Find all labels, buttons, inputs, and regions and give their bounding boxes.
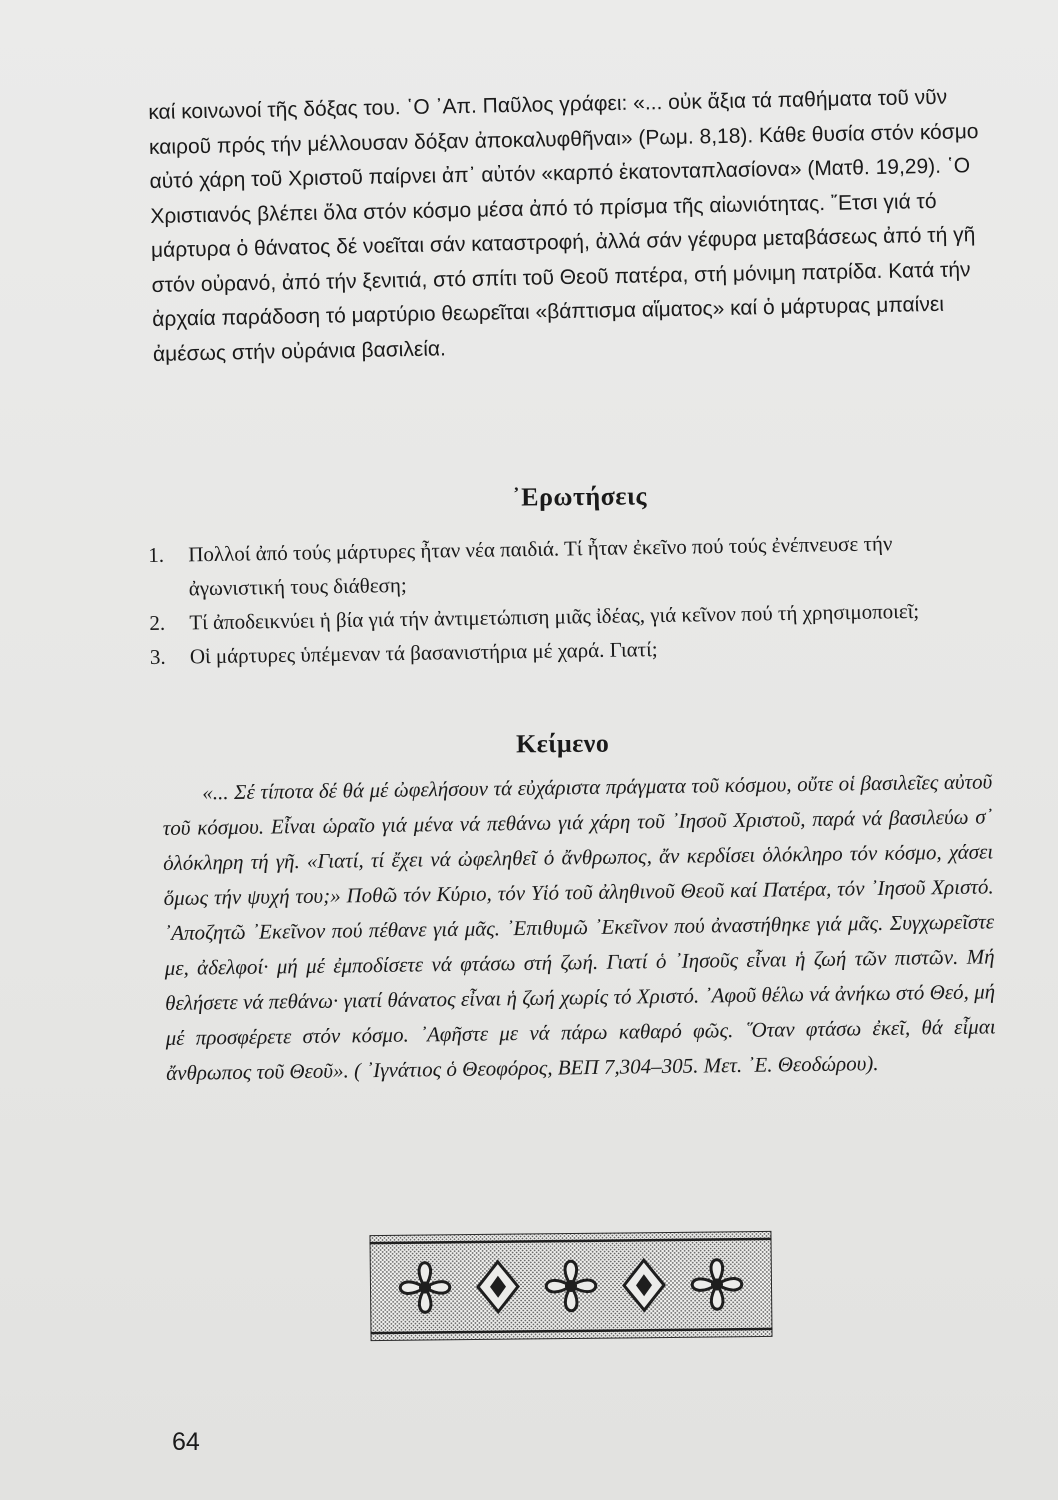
questions-list — [148, 525, 982, 674]
question-number: 1. — [148, 542, 165, 567]
question-item — [148, 525, 981, 606]
question-text: Τί ἀποδεικνύει ἡ βία γιά τήν ἀντιμετώπιση μιᾶς ἰδέας, γιά κεῖνον πού τή χρησιμοποιεῖ; — [189, 598, 920, 635]
floral-border-ornament-icon — [369, 1231, 772, 1341]
questions-heading: ᾿Ερωτήσεις — [511, 481, 648, 512]
quoted-text — [162, 764, 996, 1091]
question-number: 2. — [149, 610, 166, 635]
intro-section — [148, 80, 983, 372]
question-text: Πολλοί ἀπό τούς μάρτυρες ἦταν νέα παιδιά. Τί ἦταν ἐκεῖνο πού τούς ἐνέπνευσε τήν ἀγωνιστική τους διάθεση; — [188, 531, 893, 601]
quoted-paragraph: «... Σέ τίποτα δέ θά μέ ὠφελήσουν τά εὐχάριστα πράγματα τοῦ κόσμου, οὔτε οἱ βασιλεῖες αὐτοῦ τοῦ κόσμου. Εἶναι ὡραῖο γιά μένα νά πεθάνω γιά χάρη τοῦ ᾿Ιησοῦ Χριστοῦ, παρά νά βασιλεύω σ᾿ ὁλόκληρη τή γῆ. «Γιατί, τί ἔχει νά ὠφεληθεῖ ὁ ἄνθρωπος, ἄν κερδίσει ὁλόκληρο τόν κόσμο, χάσει ὅμως τήν ψυχή του;» Ποθῶ τόν Κύριο, τόν Υἱό τοῦ ἀληθινοῦ Θεοῦ καί Πατέρα, τόν ᾿Ιησοῦ Χριστό. ᾿Αποζητῶ ᾿Εκεῖνον πού πέθανε γιά μᾶς. ᾿Επιθυμῶ ᾿Εκεῖνον πού ἀναστήθηκε γιά μᾶς. Συγχωρεῖστε με, ἀδελφοί· μή μέ ἐμποδίσετε νά φτάσω στή ζωή. Γιατί ὁ ᾿Ιησοῦς εἶναι ἡ ζωή τῶν πιστῶν. Μή θελήσετε νά πεθάνω· γιατί θάνατος εἶναι ἡ ζωή χωρίς τό Χριστό. ᾿Αφοῦ θέλω νά ἀνήκω στό Θεό, μή μέ προσφέρετε στόν κόσμο. ᾿Αφῆστε με νά πάρω καθαρό φῶς. ῞Οταν φτάσω ἐκεῖ, θά εἶμαι ἄνθρωπος τοῦ Θεοῦ». ( ᾿Ιγνάτιος ὁ Θεοφόρος, ΒΕΠ 7,304–305. Μετ. ᾿Ε. Θεοδώρου). — [162, 769, 996, 1085]
page-number: 64 — [172, 1428, 200, 1456]
text-heading: Κείμενο — [515, 728, 610, 759]
intro-paragraph: καί κοινωνοί τῆς δόξας του. ῾Ο ᾿Απ. Παῦλος γράφει: «... οὐκ ἄξια τά παθήματα τοῦ νῦν καιροῦ πρός τήν μέλλουσαν δόξαν ἀποκαλυφθῆναι» (Ρωμ. 8,18). Κάθε θυσία στόν κόσμο αὐτό χάρη τοῦ Χριστοῦ παίρνει ἀπ᾿ αὐτόν «καρπό ἑκατονταπλασίονα» (Ματθ. 19,29). ῾Ο Χριστιανός βλέπει ὅλα στόν κόσμο μέσα ἀπό τό πρίσμα τῆς αἰωνιότητας. ῎Ετσι γιά τό μάρτυρα ὁ θάνατος δέ νοεῖται σάν καταστροφή, ἀλλά σάν γέφυρα μεταβάσεως ἀπό τή γῆ στόν οὐρανό, ἀπό τήν ξενιτιά, στό σπίτι τοῦ Θεοῦ πατέρα, στή μόνιμη πατρίδα. Κατά τήν ἀρχαία παράδοση τό μαρτύριο θεωρεῖται «βάπτισμα αἵματος» καί ὁ μάρτυρας μπαίνει ἀμέσως στήν οὐράνια βασιλεία. — [148, 85, 979, 366]
question-text: Οἱ μάρτυρες ὑπέμεναν τά βασανιστήρια μέ χαρά. Γιατί; — [189, 637, 658, 669]
question-number: 3. — [149, 644, 166, 669]
